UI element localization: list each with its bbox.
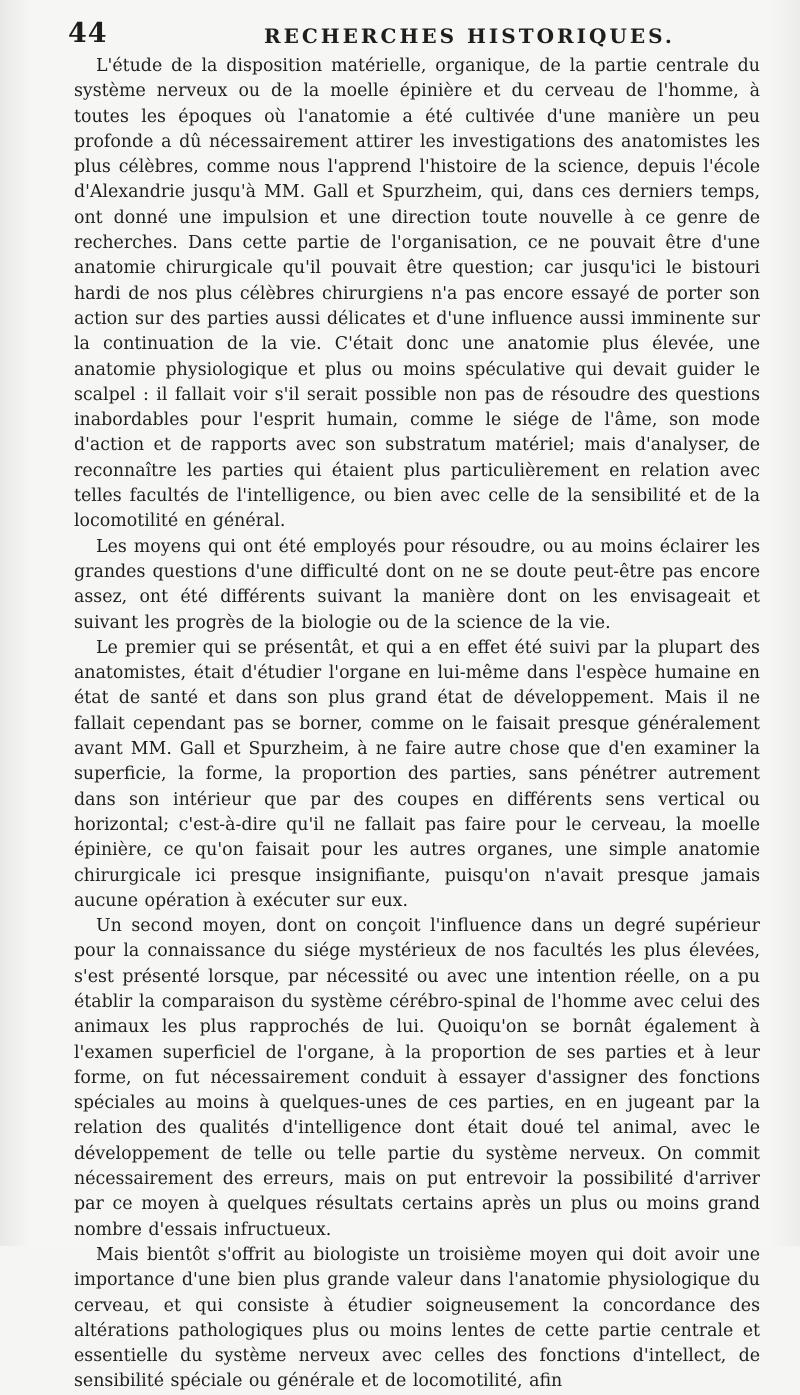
- paragraph-2: Les moyens qui ont été employés pour résoudre, ou au moins éclairer les grandes questions d'une difficulté dont on ne se doute peut-être pas encore assez, ont été différents suivant la manière dont on les envisageait et suivant les progrès de la biologie ou de la science de la vie.: [74, 536, 760, 633]
- paragraph-1: L'étude de la disposition matérielle, organique, de la partie centrale du système nerveux ou de la moelle épinière et du cerveau de l'homme, à toutes les époques où l'anatomie a été cultivée d'une manière un peu profonde a dû nécessairement attirer les investigations des anatomistes les plus célèbres, comme nous l'apprend l'histoire de la science, depuis l'école d'Alexandrie jusqu'à MM. Gall et Spurzheim, qui, dans ces derniers temps, ont donné une impulsion et une direction toute nouvelle à ce genre de recherches. Dans cette partie de l'organisation, ce ne pouvait être d'une anatomie chirurgicale qu'il pouvait être question; car jusqu'ici le bistouri hardi de nos plus célèbres chirurgiens n'a pas encore essayé de porter son action sur des parties aussi délicates et d'une influence aussi imminente sur la continuation de la vie. C'était donc une anatomie plus élevée, une anatomie physiologique et plus ou moins spéculative qui devait guider le scalpel : il fallait voir s'il serait possible non pas de résoudre des questions inabordables pour l'esprit humain, comme le siége de l'âme, son mode d'action et de rapports avec son substratum matériel; mais d'analyser, de reconnaître les parties qui étaient plus particulièrement en relation avec telles facultés de l'intelligence, ou bien avec celle de la sensibilité et de la locomotilité en général.: [74, 56, 760, 532]
- body-text: [74, 54, 760, 1395]
- page-header: [68, 16, 760, 54]
- running-head: RECHERCHES HISTORIQUES.: [264, 24, 675, 48]
- paragraph-5: Mais bientôt s'offrit au biologiste un troisième moyen qui doit avoir une importance d'une bien plus grande valeur dans l'anatomie physiologique du cerveau, et qui consiste à étudier soigneusement la concordance des altérations pathologiques plus ou moins lentes de cette partie centrale et essentielle du système nerveux avec celles des fonctions d'intellect, de sensibilité spéciale ou générale et de locomotilité, afin: [74, 1244, 760, 1392]
- paragraph-4: Un second moyen, dont on conçoit l'influence dans un degré supérieur pour la connaissance du siége mystérieux de nos facultés les plus élevées, s'est présenté lorsque, par nécessité ou avec une intention réelle, on a pu établir la comparaison du système cérébro-spinal de l'homme avec celui des animaux les plus rapprochés de lui. Quoiqu'on se bornât également à l'examen superficiel de l'organe, à la proportion de ses parties et à leur forme, on fut nécessairement conduit à essayer d'assigner des fonctions spéciales au moins à quelques-unes de ces parties, en en jugeant par la relation des qualités d'intelligence dont était doué tel animal, avec le développement de telle ou telle partie du système nerveux. On commit nécessairement des erreurs, mais on put entrevoir la possibilité d'arriver par ce moyen à quelques résultats certains après un plus ou moins grand nombre d'essais infructueux.: [74, 916, 760, 1240]
- paragraph-3: Le premier qui se présentât, et qui a en effet été suivi par la plupart des anatomistes, était d'étudier l'organe en lui-même dans l'espèce humaine en état de santé et dans son plus grand état de développement. Mais il ne fallait cependant pas se borner, comme on le faisait presque généralement avant MM. Gall et Spurzheim, à ne faire autre chose que d'en examiner la superficie, la forme, la proportion des parties, sans pénétrer autrement dans son intérieur que par des coupes en différents sens vertical ou horizontal; c'est-à-dire qu'il ne fallait pas faire pour le cerveau, la moelle épinière, ce qu'on faisait pour les autres organes, une simple anatomie chirurgicale ici presque insignifiante, puisqu'on n'avait presque jamais aucune opération à exécuter sur eux.: [74, 637, 760, 911]
- page-number: 44: [68, 18, 108, 49]
